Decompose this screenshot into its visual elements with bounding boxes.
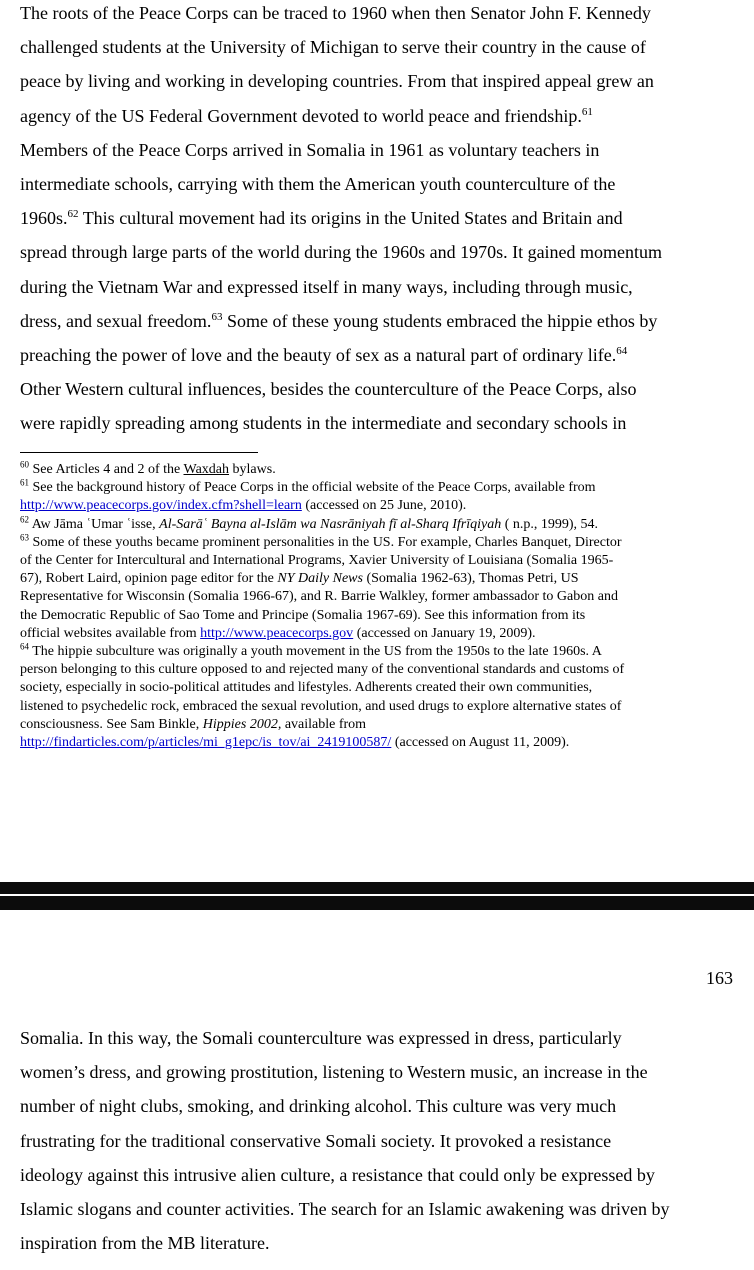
text-line: were rapidly spreading among students in the intermediate and secondary schools in	[20, 413, 627, 434]
footnote-60: $^{60}$ See Articles 4 and 2 of the Waxdah bylaws.	[20, 459, 276, 477]
page-break-bar	[0, 882, 754, 910]
footnote-63-cont: of the Center for Intercultural and International Programs, Xavier University of Louisiana (Somalia 1965-	[20, 553, 614, 569]
peacecorps-history-link[interactable]: http://www.peacecorps.gov/index.cfm?shell=learn	[20, 498, 302, 514]
footnote-64-cont: listened to psychedelic rock, embraced the sexual revolution, and used drugs to explore alternative states of	[20, 698, 622, 714]
footnote-63-cont: official websites available from http://www.peacecorps.gov (accessed on January 19, 2009).	[20, 625, 536, 641]
footnote-ref-64[interactable]: 64	[616, 345, 628, 358]
text-line: Members of the Peace Corps arrived in Somalia in 1961 as voluntary teachers in	[20, 139, 600, 160]
footnote-separator	[20, 452, 258, 453]
text-line: Other Western cultural influences, besides the counterculture of the Peace Corps, also	[20, 379, 637, 400]
text-line: frustrating for the traditional conservative Somali society. It provoked a resistance	[20, 1130, 612, 1151]
text-line: ideology against this intrusive alien culture, a resistance that could only be expressed by	[20, 1164, 655, 1185]
footnote-ref-63[interactable]: 63	[211, 310, 223, 323]
footnote-64-cont: consciousness. See Sam Binkle, Hippies 2002, available from	[20, 716, 367, 732]
text-line: dress, and sexual freedom.$^{63}$ Some of these young students embraced the hippie ethos by	[20, 310, 658, 331]
text-line: inspiration from the MB literature.	[20, 1233, 270, 1254]
footnote-64-cont: society, especially in socio-political attitudes and lifestyles. Adherents created their own communities,	[20, 680, 593, 696]
text-line: Islamic slogans and counter activities. The search for an Islamic awakening was driven by	[20, 1199, 670, 1220]
body-paragraph	[20, 0, 740, 441]
page-break-gap	[0, 894, 754, 896]
footnote-63-cont: 67), Robert Laird, opinion page editor for the NY Daily News (Somalia 1962-63), Thomas Petri, US	[20, 571, 579, 587]
footnote-ref-62[interactable]: 62	[67, 208, 79, 221]
text-line: agency of the US Federal Government devoted to world peace and friendship.$^{61}$	[20, 105, 593, 126]
text-line: preaching the power of love and the beauty of sex as a natural part of ordinary life.$^{64}$	[20, 345, 628, 366]
text-line: number of night clubs, smoking, and drinking alcohol. This culture was very much	[20, 1096, 617, 1117]
text-line: during the Vietnam War and expressed itself in many ways, including through music,	[20, 276, 633, 297]
footnote-61: $^{61}$ See the background history of Peace Corps in the official website of the Peace Corps, available from	[20, 477, 596, 496]
text-line: Somalia. In this way, the Somali counterculture was expressed in dress, particularly	[20, 1028, 622, 1048]
body-paragraph-page-2	[20, 1021, 745, 1260]
footnote-ref-61[interactable]: 61	[581, 105, 593, 118]
text-line: challenged students at the University of Michigan to serve their country in the cause of	[20, 37, 646, 58]
text-line: intermediate schools, carrying with them the American youth counterculture of the	[20, 174, 616, 195]
footnote-63-cont: Representative for Wisconsin (Somalia 1966-67), and R. Barrie Walkley, former ambassador to Gabon and	[20, 589, 618, 605]
text-line: peace by living and working in developing countries. From that inspired appeal grew an	[20, 71, 654, 92]
footnote-63: $^{63}$ Some of these youths became prominent personalities in the US. For example, Charles Banquet, Director	[20, 532, 622, 550]
text-line: 1960s.$^{62}$ This cultural movement had its origins in the United States and Britain and	[20, 208, 623, 229]
footnote-64-cont: person belonging to this culture opposed to and rejected many of the conventional standards and customs of	[20, 662, 625, 678]
findarticles-link[interactable]: http://findarticles.com/p/articles/mi_g1epc/is_tov/ai_2419100587/	[20, 735, 392, 751]
footnote-64: $^{64}$ The hippie subculture was originally a youth movement in the US from the 1950s to the late 1960s. A	[20, 641, 602, 660]
footnote-64-cont: http://findarticles.com/p/articles/mi_g1epc/is_tov/ai_2419100587/ (accessed on August 11, 2009).	[20, 735, 570, 751]
text-line: The roots of the Peace Corps can be traced to 1960 when then Senator John F. Kennedy	[20, 3, 651, 23]
footnote-63-cont: the Democratic Republic of Sao Tome and Principe (Somalia 1967-69). See this information from its	[20, 607, 586, 623]
text-line: women’s dress, and growing prostitution, listening to Western music, an increase in the	[20, 1062, 648, 1083]
text-line: spread through large parts of the world during the 1960s and 1970s. It gained momentum	[20, 242, 663, 263]
page-number: 163	[706, 968, 733, 988]
footnote-61-cont: http://www.peacecorps.gov/index.cfm?shell=learn (accessed on 25 June, 2010).	[20, 498, 467, 514]
peacecorps-home-link[interactable]: http://www.peacecorps.gov	[200, 625, 354, 641]
footnotes	[20, 461, 745, 752]
footnote-62: $^{62}$ Aw Jāma ʿUmar ʿisse, Al-Sarāʿ Bayna al-Islām wa Nasrāniyah fī al-Sharq Ifrīqiyah ( n.p., 1999), 54.	[20, 513, 599, 532]
